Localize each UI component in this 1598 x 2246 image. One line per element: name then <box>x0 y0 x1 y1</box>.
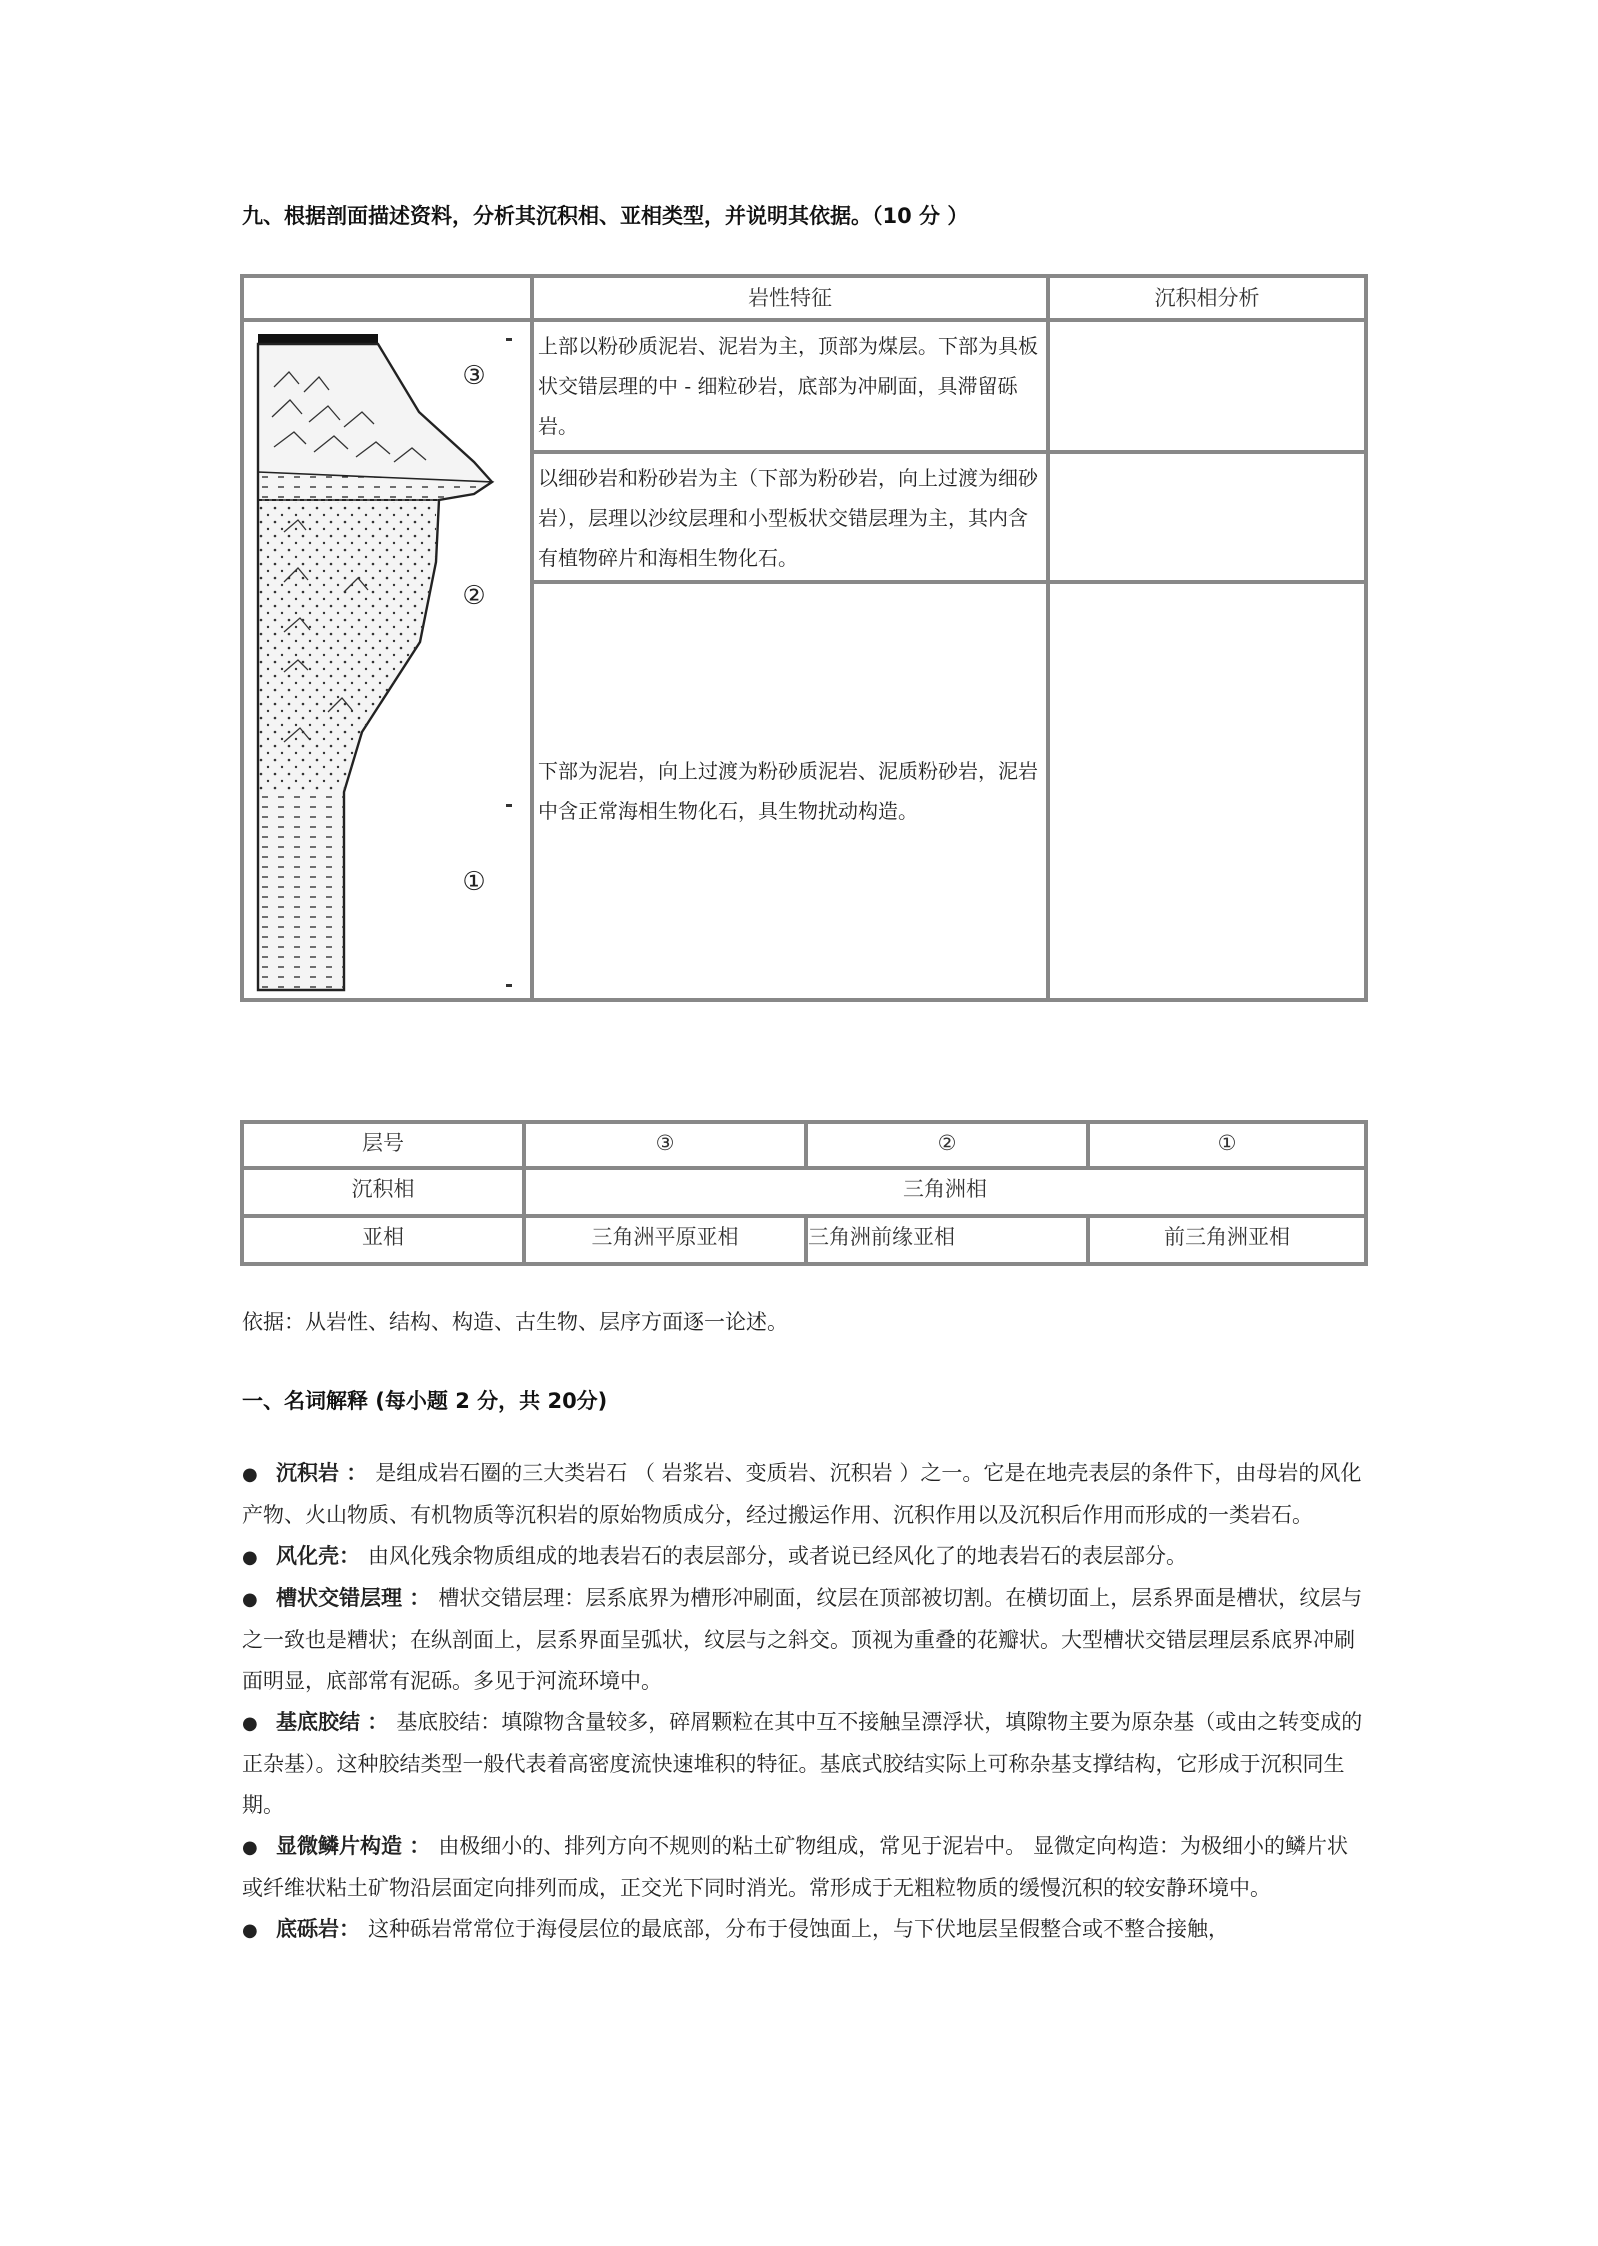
row-label-facies: 沉积相 <box>242 1168 524 1216</box>
lithology-layer3: 上部以粉砂质泥岩、泥岩为主，顶部为煤层。下部为具板状交错层理的中 - 细粒砂岩，底部为冲刷面，具滞留砾岩。 <box>532 320 1048 452</box>
layer-2-cell: ② <box>806 1122 1088 1168</box>
question-title: 九、根据剖面描述资料，分析其沉积相、亚相类型，并说明其依据。（10 分 ） <box>242 204 969 228</box>
row-label-layer: 层号 <box>242 1122 524 1168</box>
term-name: 槽状交错层理 ： <box>276 1586 431 1610</box>
stratigraphic-column-cell <box>242 320 532 1000</box>
term-item-basal-cementation <box>242 1702 1364 1826</box>
bullet-icon: ● <box>242 1589 258 1610</box>
analysis-layer1[interactable] <box>1048 582 1366 1000</box>
term-item-basal-conglomerate <box>242 1909 1364 1951</box>
section-analysis-table <box>240 274 1368 1002</box>
term-definition: 基底胶结：填隙物含量较多，碎屑颗粒在其中互不接触呈漂浮状，填隙物主要为原杂基（或由之转变成的正杂基）。这种胶结类型一般代表着高密度流快速堆积的特征。基底式胶结实际上可称杂基支撑结构，它形成于沉积同生期。 <box>242 1710 1363 1817</box>
answer-table <box>240 1120 1368 1266</box>
term-item-trough-cross-bedding <box>242 1578 1364 1702</box>
term-name: 基底胶结 ： <box>276 1710 389 1734</box>
layer1-mudstone <box>258 792 344 990</box>
bullet-icon: ● <box>242 1837 258 1858</box>
layer2-sandstone <box>258 502 436 792</box>
layer-marker-1: ① <box>462 867 486 897</box>
term-definition: 是组成岩石圈的三大类岩石 （ 岩浆岩、变质岩、沉积岩 ）之一。它是在地壳表层的条件下，由母岩的风化产物、火山物质、有机物质等沉积岩的原始物质成分，经过搬运作用、沉积作用以及沉积后作用而形成的一类岩石。 <box>242 1461 1362 1527</box>
lithology-layer1-text: 下部为泥岩，向上过渡为粉砂质泥岩、泥质粉砂岩，泥岩中含正常海相生物化石，具生物扰动构造。 <box>538 759 1038 823</box>
header-lithology: 岩性特征 <box>532 276 1048 320</box>
subfacies-1-cell: 前三角洲亚相 <box>1088 1216 1366 1264</box>
layer-1-cell: ① <box>1088 1122 1366 1168</box>
term-definition: 这种砾岩常常位于海侵层位的最底部，分布于侵蚀面上，与下伏地层呈假整合或不整合接触， <box>368 1917 1229 1941</box>
depth-ticks <box>506 338 512 987</box>
header-facies-analysis: 沉积相分析 <box>1048 276 1366 320</box>
lithology-layer2: 以细砂岩和粉砂岩为主（下部为粉砂岩，向上过渡为细砂岩），层理以沙纹层理和小型板状交错层理为主，其内含有植物碎片和海相生物化石。 <box>532 452 1048 582</box>
bullet-icon: ● <box>242 1713 258 1734</box>
term-item-micro-flaky-structure <box>242 1826 1364 1909</box>
header-blank-cell <box>242 276 532 320</box>
term-name: 沉积岩 ： <box>276 1461 368 1485</box>
term-name: 显微鳞片构造 ： <box>276 1834 431 1858</box>
term-name: 底砾岩： <box>276 1917 360 1941</box>
term-definition: 槽状交错层理：层系底界为槽形冲刷面，纹层在顶部被切割。在横切面上，层系界面是槽状，纹层与之一致也是糟状；在纵剖面上，层系界面呈弧状，纹层与之斜交。顶视为重叠的花瓣状。大型槽状交错层理层系底界冲刷面明显，底部常有泥砾。多见于河流环境中。 <box>242 1586 1363 1693</box>
section1-title: 一、名词解释 (每小题 2 分，共 20分) <box>242 1389 608 1413</box>
lithology-layer1 <box>532 582 1048 1000</box>
term-definition: 由极细小的、排列方向不规则的粘土矿物组成，常见于泥岩中。 显微定向构造：为极细小的鳞片状或纤维状粘土矿物沿层面定向排列而成，正交光下同时消光。常形成于无粗粒物质的缓慢沉积的较安静环境中。 <box>242 1834 1348 1900</box>
analysis-layer2[interactable] <box>1048 452 1366 582</box>
coal-layer <box>258 334 378 344</box>
term-name: 风化壳： <box>276 1544 360 1568</box>
basis-text: 依据：从岩性、结构、构造、古生物、层序方面逐一论述。 <box>242 1310 788 1334</box>
term-item-sedimentary-rock <box>242 1453 1364 1536</box>
subfacies-2-cell: 三角洲前缘亚相 <box>806 1216 1088 1264</box>
bullet-icon: ● <box>242 1920 258 1941</box>
subfacies-3-cell: 三角洲平原亚相 <box>524 1216 806 1264</box>
term-list <box>242 1453 1364 1951</box>
term-definition: 由风化残余物质组成的地表岩石的表层部分，或者说已经风化了的地表岩石的表层部分。 <box>368 1544 1187 1568</box>
bullet-icon: ● <box>242 1547 258 1568</box>
term-item-weathering-crust <box>242 1536 1364 1578</box>
layer-marker-2: ② <box>462 581 486 611</box>
layer-3-cell: ③ <box>524 1122 806 1168</box>
bullet-icon: ● <box>242 1464 258 1485</box>
analysis-layer3[interactable] <box>1048 320 1366 452</box>
layer-marker-3: ③ <box>462 361 486 391</box>
facies-cell: 三角洲相 <box>524 1168 1366 1216</box>
stratigraphic-column-drawing <box>244 322 530 998</box>
row-label-subfacies: 亚相 <box>242 1216 524 1264</box>
